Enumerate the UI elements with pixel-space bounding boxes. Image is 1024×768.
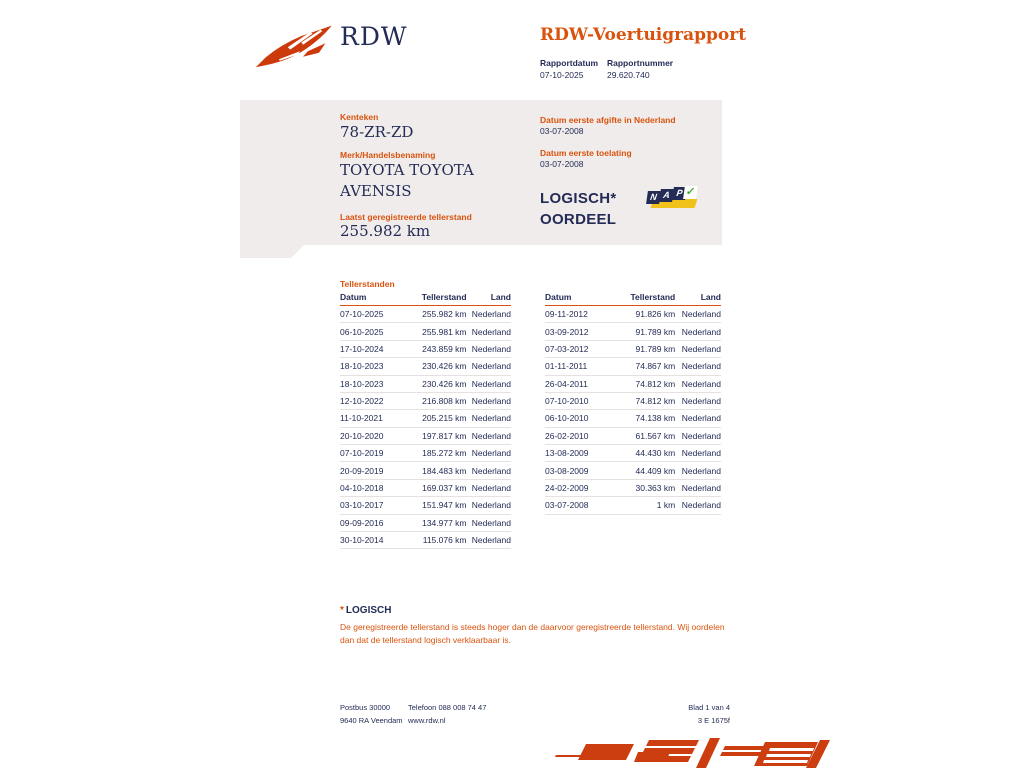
report-number-value: 29.620.740: [607, 70, 650, 80]
table-cell: 134.977 km: [408, 514, 466, 531]
table-row: [340, 358, 511, 375]
table-row: [340, 531, 511, 548]
table-cell: 30-10-2014: [340, 531, 408, 548]
table-row: [340, 462, 511, 479]
table-cell: Nederland: [675, 375, 721, 392]
table-cell: 11-10-2021: [340, 410, 408, 427]
table-cell: 91.789 km: [615, 340, 675, 357]
table-cell: Nederland: [675, 340, 721, 357]
report-date-label: Rapportdatum: [540, 58, 599, 68]
table-row: [340, 497, 511, 514]
toelating-value: 03-07-2008: [540, 159, 584, 169]
table-row: [340, 392, 511, 409]
table-row: [545, 392, 721, 409]
table-cell: 216.808 km: [408, 392, 466, 409]
table-cell: 18-10-2023: [340, 375, 408, 392]
table-cell: Nederland: [467, 445, 511, 462]
table-row: [340, 323, 511, 340]
table-cell: 20-10-2020: [340, 427, 408, 444]
footer-address-line2: 9640 RA Veendam: [340, 716, 403, 725]
table-row: [545, 410, 721, 427]
table-row: [340, 479, 511, 496]
table-cell: 12-10-2022: [340, 392, 408, 409]
column-header-tellerstand: Tellerstand: [615, 290, 675, 306]
table-row: [545, 462, 721, 479]
report-date: [540, 57, 598, 81]
table-cell: 255.982 km: [408, 306, 466, 323]
table-cell: 184.483 km: [408, 462, 466, 479]
footnote-text: De geregistreerde tellerstand is steeds hoger dan de daarvoor geregistreerde tellerstand. Wij oordelen dan dat de tellerstand logisch verklaarbaar is.: [340, 622, 725, 645]
table-cell: 74.138 km: [615, 410, 675, 427]
table-cell: 91.826 km: [615, 306, 675, 323]
table-cell: Nederland: [467, 531, 511, 548]
table-cell: 26-04-2011: [545, 375, 615, 392]
footnote-title: LOGISCH: [345, 605, 392, 616]
footer-doc-code: 3 E 1675f: [697, 716, 730, 725]
oordeel-line2: OORDEEL: [540, 211, 617, 228]
rdw-bird-logo-icon: [253, 24, 337, 72]
table-row: [545, 323, 721, 340]
table-cell: 255.981 km: [408, 323, 466, 340]
footer-page-info: [620, 701, 730, 727]
footnote-heading: [340, 605, 391, 616]
column-header-land: Land: [467, 290, 511, 306]
table-cell: Nederland: [675, 358, 721, 375]
table-cell: 06-10-2010: [545, 410, 615, 427]
table-cell: 13-08-2009: [545, 445, 615, 462]
table-row: [545, 358, 721, 375]
table-cell: 03-10-2017: [340, 497, 408, 514]
page-title: RDW-Voertuigrapport: [540, 25, 747, 45]
footnote-asterisk: *: [340, 605, 344, 616]
report-number-label: Rapportnummer: [607, 58, 674, 68]
table-cell: 44.409 km: [615, 462, 675, 479]
table-cell: 17-10-2024: [340, 340, 408, 357]
nap-letter-n: N: [646, 191, 661, 204]
report-number: [607, 57, 673, 81]
table-row: [545, 375, 721, 392]
table-cell: 18-10-2023: [340, 358, 408, 375]
column-header-land: Land: [675, 290, 721, 306]
tables-section-title: Tellerstanden: [340, 279, 395, 289]
table-cell: 09-09-2016: [340, 514, 408, 531]
table-cell: Nederland: [675, 323, 721, 340]
table-cell: 03-07-2008: [545, 497, 615, 514]
column-header-datum: Datum: [545, 290, 615, 306]
table-row: [340, 306, 511, 323]
table-cell: 01-11-2011: [545, 358, 615, 375]
table-cell: Nederland: [467, 323, 511, 340]
table-cell: 230.426 km: [408, 358, 466, 375]
table-row: [545, 340, 721, 357]
footer-website: www.rdw.nl: [408, 716, 446, 725]
rdw-stripes-graphic: [548, 738, 830, 768]
table-row: [545, 445, 721, 462]
table-row: [545, 497, 721, 514]
table-row: [545, 306, 721, 323]
footer-address: [340, 701, 403, 727]
table-row: [340, 375, 511, 392]
table-cell: 230.426 km: [408, 375, 466, 392]
table-cell: 205.215 km: [408, 410, 466, 427]
afgifte-value: 03-07-2008: [540, 126, 584, 136]
table-cell: 09-11-2012: [545, 306, 615, 323]
table-cell: 1 km: [615, 497, 675, 514]
odometer-table-right: [545, 290, 721, 515]
table-cell: 74.812 km: [615, 375, 675, 392]
table-cell: 44.430 km: [615, 445, 675, 462]
table-cell: Nederland: [675, 445, 721, 462]
table-row: [545, 479, 721, 496]
kenteken-label: Kenteken: [340, 112, 379, 122]
table-cell: 26-02-2010: [545, 427, 615, 444]
table-cell: Nederland: [675, 462, 721, 479]
table-cell: 06-10-2025: [340, 323, 408, 340]
table-cell: 07-03-2012: [545, 340, 615, 357]
footer-address-line1: Postbus 30000: [340, 703, 391, 712]
nap-check-icon: ✓: [683, 186, 698, 199]
panel-tab-shape: [240, 245, 304, 258]
nap-letter-p: P: [672, 187, 687, 200]
column-header-datum: Datum: [340, 290, 408, 306]
table-cell: Nederland: [467, 462, 511, 479]
table-cell: 74.867 km: [615, 358, 675, 375]
table-cell: Nederland: [467, 514, 511, 531]
table-cell: Nederland: [467, 497, 511, 514]
table-cell: 61.567 km: [615, 427, 675, 444]
table-cell: 24-02-2009: [545, 479, 615, 496]
table-cell: Nederland: [675, 306, 721, 323]
table-cell: Nederland: [467, 375, 511, 392]
table-cell: 07-10-2025: [340, 306, 408, 323]
table-cell: Nederland: [467, 340, 511, 357]
table-cell: 185.272 km: [408, 445, 466, 462]
report-date-value: 07-10-2025: [540, 70, 584, 80]
table-cell: 115.076 km: [408, 531, 466, 548]
odometer-table-left: [340, 290, 511, 549]
table-cell: Nederland: [467, 392, 511, 409]
merk-value-line2: AVENSIS: [340, 182, 412, 200]
nap-letter-a: A: [659, 189, 674, 202]
footer-phone: Telefoon 088 008 74 47: [408, 703, 487, 712]
table-cell: 91.789 km: [615, 323, 675, 340]
nap-logo-icon: [647, 186, 697, 209]
table-row: [340, 340, 511, 357]
table-cell: 169.037 km: [408, 479, 466, 496]
toelating-label: Datum eerste toelating: [540, 148, 632, 158]
kenteken-value: 78-ZR-ZD: [340, 123, 414, 141]
table-row: [340, 514, 511, 531]
table-cell: 03-08-2009: [545, 462, 615, 479]
rdw-logo-text: RDW: [340, 22, 408, 51]
oordeel-line1: LOGISCH*: [540, 190, 617, 207]
table-cell: 30.363 km: [615, 479, 675, 496]
table-cell: Nederland: [675, 392, 721, 409]
table-header-row: [340, 290, 511, 306]
table-row: [340, 445, 511, 462]
table-cell: Nederland: [675, 427, 721, 444]
table-cell: 07-10-2010: [545, 392, 615, 409]
table-cell: Nederland: [467, 427, 511, 444]
table-cell: 07-10-2019: [340, 445, 408, 462]
table-cell: Nederland: [467, 479, 511, 496]
table-cell: 243.859 km: [408, 340, 466, 357]
table-cell: Nederland: [467, 358, 511, 375]
table-cell: 151.947 km: [408, 497, 466, 514]
afgifte-label: Datum eerste afgifte in Nederland: [540, 115, 676, 125]
table-cell: Nederland: [467, 410, 511, 427]
table-cell: 197.817 km: [408, 427, 466, 444]
table-cell: Nederland: [467, 306, 511, 323]
table-row: [340, 427, 511, 444]
oordeel-verdict: [540, 188, 617, 230]
table-cell: 74.812 km: [615, 392, 675, 409]
table-cell: 20-09-2019: [340, 462, 408, 479]
tellerstand-value: 255.982 km: [340, 222, 431, 240]
table-cell: Nederland: [675, 479, 721, 496]
table-cell: Nederland: [675, 497, 721, 514]
footer-contact: [408, 701, 486, 727]
table-cell: 04-10-2018: [340, 479, 408, 496]
table-row: [340, 410, 511, 427]
tellerstand-label: Laatst geregistreerde tellerstand: [340, 212, 472, 222]
table-row: [545, 427, 721, 444]
column-header-tellerstand: Tellerstand: [408, 290, 466, 306]
merk-value-line1: TOYOTA TOYOTA: [340, 161, 474, 179]
table-cell: 03-09-2012: [545, 323, 615, 340]
table-cell: Nederland: [675, 410, 721, 427]
footer-page-number: Blad 1 van 4: [688, 703, 730, 712]
table-header-row: [545, 290, 721, 306]
merk-label: Merk/Handelsbenaming: [340, 150, 436, 160]
